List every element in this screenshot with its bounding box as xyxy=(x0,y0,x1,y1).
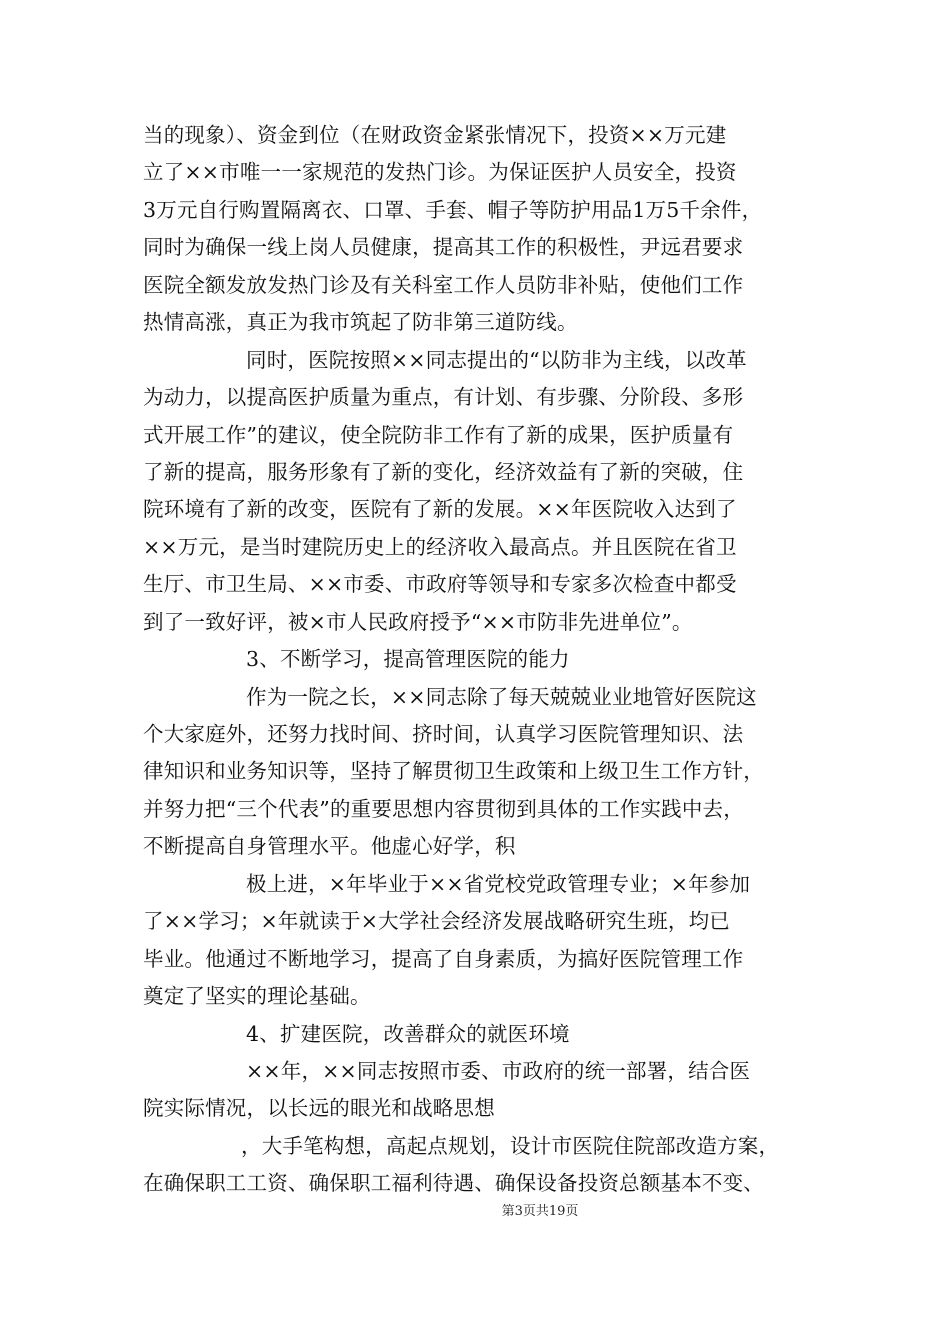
text-line: 个大家庭外，还努力找时间、挤时间，认真学习医院管理知识、法 xyxy=(143,722,744,746)
text-line: 在确保职工工资、确保职工福利待遇、确保设备投资总额基本不变、 xyxy=(143,1171,764,1196)
text-line: 立了××市唯一一家规范的发热门诊。为保证医护人员安全，投资 xyxy=(143,160,737,185)
text-line: 为动力，以提高医护质量为重点，有计划、有步骤、分阶段、多形 xyxy=(143,385,744,410)
document-body xyxy=(143,117,823,1203)
text-line: 极上进，×年毕业于××省党校党政管理专业；×年参加 xyxy=(246,871,751,896)
text-line: 院实际情况，以长远的眼光和战略思想 xyxy=(143,1096,495,1121)
section-heading: 4、扩建医院，改善群众的就医环境 xyxy=(246,1021,570,1046)
page-number-footer: 第3页共19页 xyxy=(501,1204,579,1219)
text-line: 毕业。他通过不断地学习，提高了自身素质，为搞好医院管理工作 xyxy=(143,946,744,971)
text-line: 同时为确保一线上岗人员健康，提高其工作的积极性，尹远君要求 xyxy=(143,235,744,260)
text-line: 医院全额发放发热门诊及有关科室工作人员防非补贴，使他们工作 xyxy=(143,272,744,297)
text-line: 不断提高自身管理水平。他虚心好学，积 xyxy=(143,834,516,859)
text-line: 律知识和业务知识等，坚持了解贯彻卫生政策和上级卫生工作方针， xyxy=(143,759,764,784)
text-line: 作为一院之长，××同志除了每天兢兢业业地管好医院这 xyxy=(246,684,757,709)
text-line: ××年，××同志按照市委、市政府的统一部署，结合医 xyxy=(246,1058,751,1083)
text-line: 同时，医院按照××同志提出的“以防非为主线，以改革 xyxy=(246,347,747,372)
text-line: 热情高涨，真正为我市筑起了防非第三道防线。 xyxy=(143,310,578,335)
text-line: 式开展工作”的建议，使全院防非工作有了新的成果，医护质量有 xyxy=(143,422,734,447)
text-line: ××万元，是当时建院历史上的经济收入最高点。并且医院在省卫 xyxy=(143,534,737,559)
text-line: 当的现象）、资金到位（在财政资金紧张情况下，投资××万元建 xyxy=(143,123,727,147)
text-line: 了××学习；×年就读于×大学社会经济发展战略研究生班，均已 xyxy=(143,909,731,934)
text-line: 3万元自行购置隔离衣、口罩、手套、帽子等防护用品1万5千余件， xyxy=(143,197,763,222)
text-line: 到了一致好评，被×市人民政府授予“××市防非先进单位”。 xyxy=(143,609,693,634)
text-line: 生厅、市卫生局、××市委、市政府等领导和专家多次检查中都受 xyxy=(143,572,737,597)
text-line: ，大手笔构想，高起点规划，设计市医院住院部改造方案， xyxy=(241,1133,780,1158)
section-heading: 3、不断学习，提高管理医院的能力 xyxy=(246,647,570,672)
text-line: 院环境有了新的改变，医院有了新的发展。××年医院收入达到了 xyxy=(143,497,737,522)
text-line: 奠定了坚实的理论基础。 xyxy=(143,984,371,1009)
text-line: 并努力把“三个代表”的重要思想内容贯彻到具体的工作实践中去， xyxy=(143,796,744,821)
text-line: 了新的提高，服务形象有了新的变化，经济效益有了新的突破，住 xyxy=(143,459,744,484)
